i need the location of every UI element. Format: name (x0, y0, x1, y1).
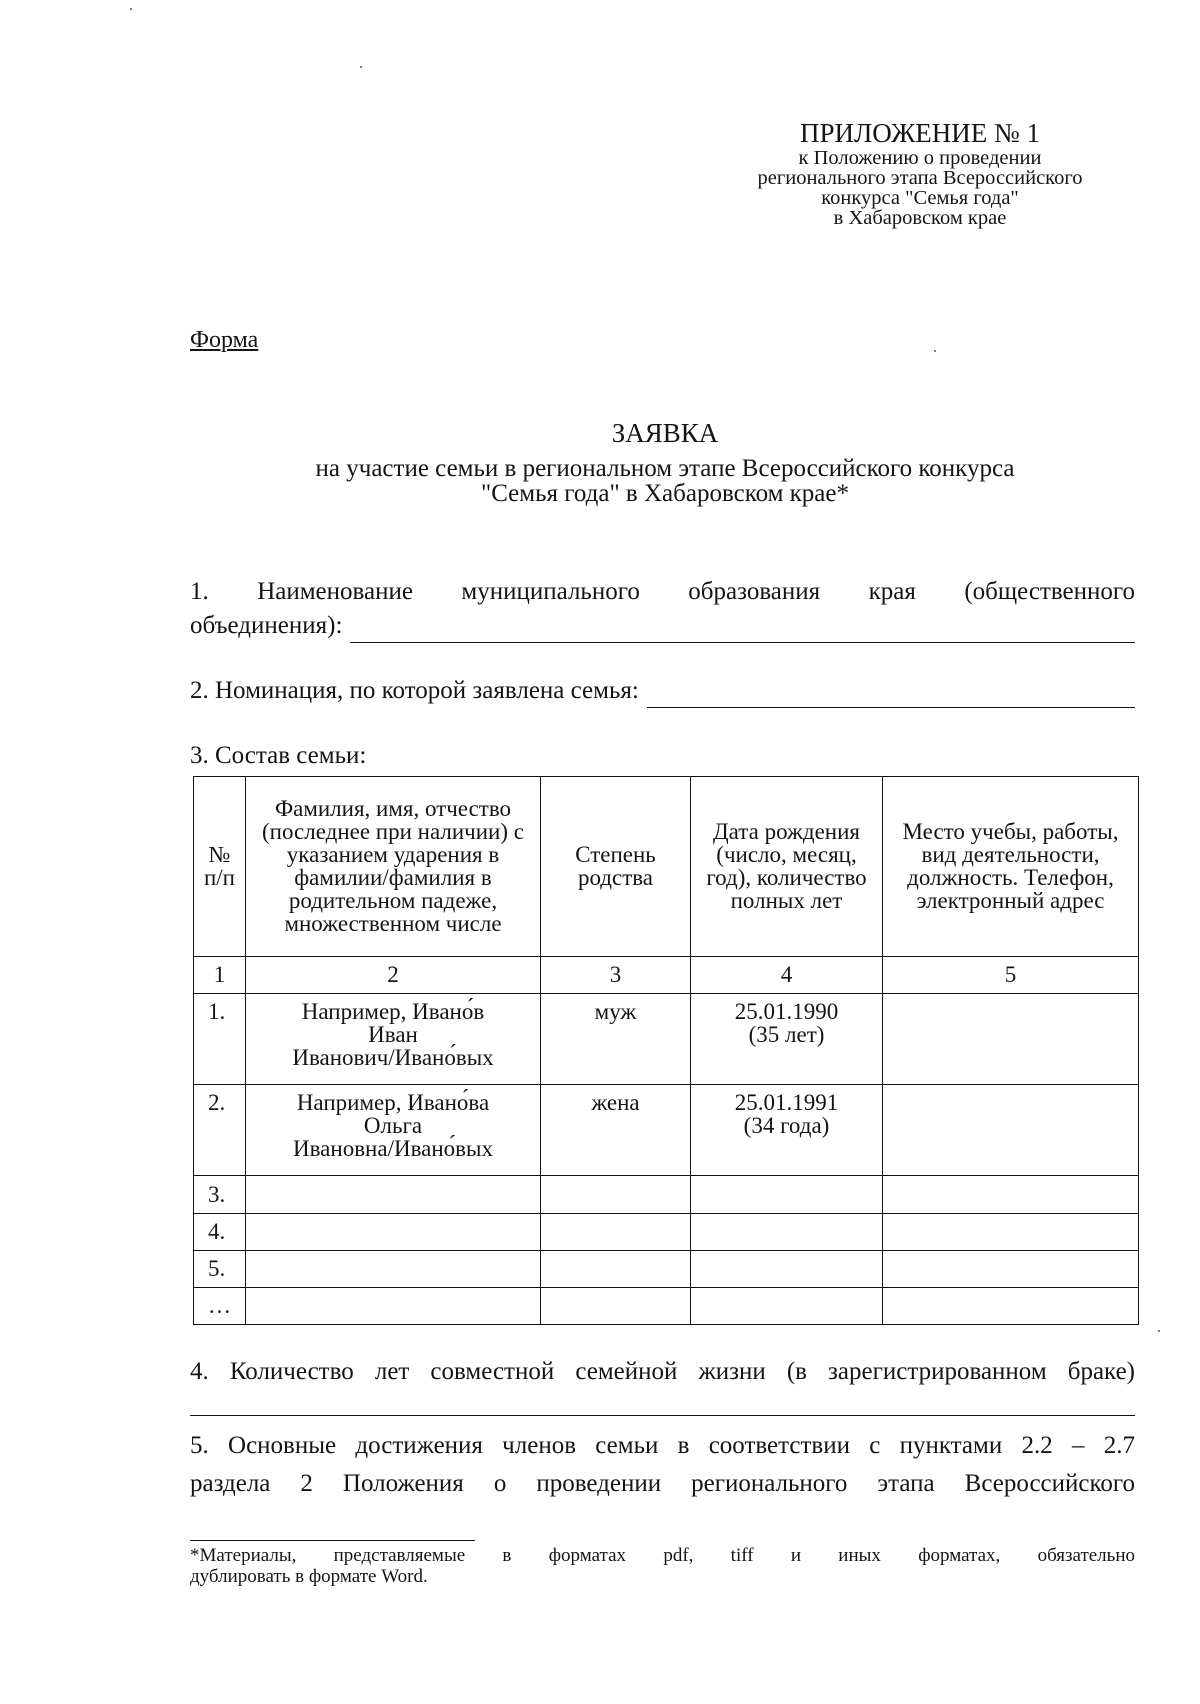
row-birth (691, 993, 883, 1084)
item-municipality-line1: 1. Наименование муниципального образования края (общественного (190, 578, 1135, 605)
item-municipality-line2: объединения): (190, 612, 343, 639)
subtitle-line: "Семья года" в Хабаровском крае* (480, 480, 850, 507)
empty-cell[interactable] (246, 1287, 541, 1324)
row-birth (691, 1085, 883, 1176)
age: (34 года) (743, 1113, 830, 1139)
empty-cell[interactable] (541, 1250, 691, 1287)
row-relation: муж (541, 993, 691, 1084)
family-table (193, 776, 1139, 1325)
row-number: 1. (194, 993, 246, 1084)
row-number: 2. (194, 1085, 246, 1176)
empty-cell[interactable] (691, 1287, 883, 1324)
document-title: ЗАЯВКА (611, 418, 719, 448)
row-number: 4. (194, 1213, 246, 1250)
item-achievements (190, 1427, 1135, 1503)
empty-cell[interactable] (883, 1176, 1139, 1213)
annex-line: регионального этапа Всероссийского (757, 167, 1083, 189)
document-subtitle (160, 456, 1170, 506)
empty-cell[interactable] (246, 1250, 541, 1287)
nomination-fill-line[interactable] (647, 685, 1135, 708)
birth-date: 25.01.1991 (734, 1090, 839, 1116)
annex-title: ПРИЛОЖЕНИЕ № 1 (799, 118, 1041, 148)
footnote-line1: *Материалы, представляемые в форматах pdf, tiff и иных форматах, обязательно (190, 1545, 1135, 1566)
form-label: Форма (190, 327, 259, 353)
footnote (190, 1545, 1135, 1587)
column-number: 5 (883, 956, 1139, 993)
scan-speck (1158, 1330, 1160, 1332)
empty-cell[interactable] (541, 1213, 691, 1250)
column-number: 4 (691, 956, 883, 993)
scan-speck (130, 8, 132, 10)
column-number-row (194, 956, 1139, 993)
table-row (194, 1176, 1139, 1213)
item-municipality (190, 575, 1135, 643)
row-full-name (246, 1085, 541, 1176)
row-work[interactable] (883, 1085, 1139, 1176)
birth-date: 25.01.1990 (734, 998, 839, 1024)
header-birth-date: Дата рождения (число, месяц, год), количество полных лет (691, 777, 883, 957)
header-relation: Степень родства (541, 777, 691, 957)
marriage-years-fill-line[interactable] (190, 1415, 1135, 1416)
header-number: № п/п (194, 777, 246, 957)
row-number: 3. (194, 1176, 246, 1213)
name-line: Ивановна/Ивано́вых (293, 1136, 493, 1162)
municipality-fill-line[interactable] (350, 620, 1135, 643)
empty-cell[interactable] (691, 1250, 883, 1287)
item-nomination (190, 674, 1135, 708)
table-row (194, 1250, 1139, 1287)
annex-line: конкурса "Семья года" (821, 187, 1019, 209)
empty-cell[interactable] (246, 1176, 541, 1213)
table-row (194, 1213, 1139, 1250)
scan-speck (360, 66, 362, 68)
row-number: 5. (194, 1250, 246, 1287)
table-row (194, 993, 1139, 1084)
name-line: Например, Ивано́ва (296, 1090, 490, 1116)
annex-line: в Хабаровском крае (833, 207, 1007, 229)
item-marriage-years: 4. Количество лет совместной семейной жизни (в зарегистрированном браке) (190, 1358, 1135, 1385)
column-number: 1 (194, 956, 246, 993)
empty-cell[interactable] (541, 1287, 691, 1324)
table-row (194, 1287, 1139, 1324)
empty-cell[interactable] (883, 1287, 1139, 1324)
item-achievements-line1: 5. Основные достижения членов семьи в соответствии с пунктами 2.2 – 2.7 (190, 1432, 1135, 1459)
name-line: Иван (368, 1021, 418, 1047)
footnote-line2: дублировать в формате Word. (190, 1566, 428, 1587)
row-relation: жена (541, 1085, 691, 1176)
subtitle-line: на участие семьи в региональном этапе Всероссийского конкурса (315, 455, 1015, 482)
age: (35 лет) (748, 1021, 825, 1047)
item-nomination-label: 2. Номинация, по которой заявлена семья: (190, 677, 639, 704)
row-number: … (194, 1287, 246, 1324)
empty-cell[interactable] (541, 1176, 691, 1213)
empty-cell[interactable] (691, 1213, 883, 1250)
item-achievements-line2: раздела 2 Положения о проведении регионального этапа Всероссийского (190, 1470, 1135, 1497)
column-number: 2 (246, 956, 541, 993)
footnote-divider (190, 1540, 475, 1541)
name-line: Иванович/Ивано́вых (292, 1044, 494, 1070)
empty-cell[interactable] (691, 1176, 883, 1213)
name-line: Например, Ивано́в (301, 998, 485, 1024)
table-header-row (194, 777, 1139, 957)
name-line: Ольга (363, 1113, 423, 1139)
item-family-composition: 3. Состав семьи: (190, 742, 367, 769)
scan-speck (934, 350, 936, 352)
empty-cell[interactable] (883, 1213, 1139, 1250)
empty-cell[interactable] (246, 1213, 541, 1250)
empty-cell[interactable] (883, 1250, 1139, 1287)
header-full-name: Фамилия, имя, отчество (последнее при наличии) с указанием ударения в фамилии/фамилия в родительном падеже, множественном числе (246, 777, 541, 957)
table-row (194, 1085, 1139, 1176)
column-number: 3 (541, 956, 691, 993)
row-full-name (246, 993, 541, 1084)
row-work[interactable] (883, 993, 1139, 1084)
annex-header (730, 118, 1110, 228)
annex-line: к Положению о проведении (798, 147, 1042, 169)
header-work-contacts: Место учебы, работы, вид деятельности, должность. Телефон, электронный адрес (883, 777, 1139, 957)
